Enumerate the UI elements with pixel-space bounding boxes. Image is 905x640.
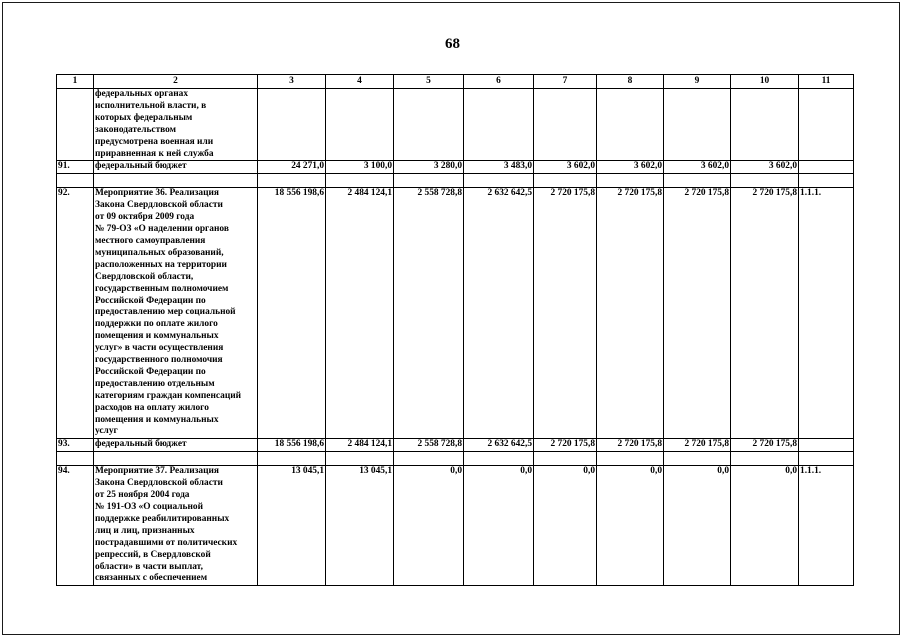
description-line: лиц и лиц, признанных — [95, 525, 195, 536]
description-line: государственного полномочия — [95, 355, 223, 366]
value-cell — [326, 89, 394, 161]
empty-cell — [799, 452, 854, 466]
description-line: связанных с обеспечением — [95, 573, 208, 584]
description-cell — [94, 89, 258, 161]
empty-cell — [464, 174, 534, 188]
empty-cell — [597, 452, 664, 466]
description-line: местного самоуправления — [95, 235, 206, 246]
description-line: муниципальных образований, — [95, 247, 224, 258]
column-header: 7 — [534, 75, 597, 89]
empty-cell — [258, 174, 326, 188]
description-line: федеральный бюджет — [95, 439, 187, 450]
value-cell: 2 484 124,1 — [326, 439, 394, 452]
value-cell: 2 720 175,8 — [534, 188, 597, 439]
value-cell: 3 602,0 — [664, 161, 731, 174]
ref-cell — [799, 89, 854, 161]
value-cell — [534, 89, 597, 161]
description-line: законодательством — [95, 124, 177, 135]
value-cell — [731, 89, 799, 161]
row-number-cell: 92. — [57, 188, 94, 439]
value-cell: 2 720 175,8 — [731, 439, 799, 452]
table-row-empty — [57, 452, 854, 466]
description-line: расходов на оплату жилого — [95, 402, 209, 413]
description-cell — [94, 439, 258, 452]
value-cell: 0,0 — [534, 466, 597, 586]
empty-cell — [799, 174, 854, 188]
description-line: Закона Свердловской области — [95, 200, 223, 211]
column-header: 1 — [57, 75, 94, 89]
row-number-cell: 93. — [57, 439, 94, 452]
empty-cell — [664, 452, 731, 466]
description-line: расположенных на территории — [95, 259, 227, 270]
description-cell — [94, 466, 258, 586]
description-line: приравненная к ней служба — [95, 148, 214, 159]
description-line: Мероприятие 36. Реализация — [95, 188, 219, 199]
description-line: области» в части выплат, — [95, 561, 203, 572]
column-header: 10 — [731, 75, 799, 89]
value-cell: 3 483,0 — [464, 161, 534, 174]
table-row — [57, 439, 854, 452]
empty-cell — [94, 452, 258, 466]
description-cell — [94, 161, 258, 174]
description-line: поддержке реабилитированных — [95, 513, 230, 524]
empty-cell — [57, 174, 94, 188]
column-header: 8 — [597, 75, 664, 89]
value-cell: 2 632 642,5 — [464, 439, 534, 452]
description-line: предоставлению мер социальной — [95, 307, 236, 318]
description-line: № 191-ОЗ «О социальной — [95, 502, 203, 512]
description-line: Российской Федерации по — [95, 295, 206, 306]
value-cell — [664, 89, 731, 161]
description-line: пострадавшими от политических — [95, 537, 238, 548]
value-cell: 24 271,0 — [258, 161, 326, 174]
empty-cell — [94, 174, 258, 188]
value-cell: 3 100,0 — [326, 161, 394, 174]
description-line: услуг — [95, 426, 118, 437]
ref-cell — [799, 439, 854, 452]
value-cell: 13 045,1 — [258, 466, 326, 586]
value-cell: 2 558 728,8 — [394, 188, 464, 439]
empty-cell — [664, 174, 731, 188]
value-cell: 2 720 175,8 — [597, 439, 664, 452]
value-cell: 3 602,0 — [534, 161, 597, 174]
value-cell — [597, 89, 664, 161]
description-line: категориям граждан компенсаций — [95, 390, 242, 401]
value-cell — [464, 89, 534, 161]
description-line: поддержки по оплате жилого — [95, 319, 218, 330]
description-line: помещения и коммунальных — [95, 414, 219, 425]
description-line: репрессий, в Свердловской — [95, 549, 211, 560]
description-line: помещения и коммунальных — [95, 331, 219, 342]
description-line: государственным полномочием — [95, 283, 229, 294]
table-row-continued — [57, 89, 854, 161]
empty-cell — [597, 174, 664, 188]
description-line: предоставлению отдельным — [95, 378, 215, 389]
budget-table — [56, 74, 854, 586]
empty-cell — [57, 452, 94, 466]
description-line: федеральных органах — [95, 89, 189, 99]
row-number-cell — [57, 89, 94, 161]
value-cell: 2 720 175,8 — [664, 439, 731, 452]
description-line: федеральный бюджет — [95, 161, 187, 172]
column-header: 4 — [326, 75, 394, 89]
value-cell: 18 556 198,6 — [258, 188, 326, 439]
value-cell: 3 602,0 — [597, 161, 664, 174]
description-line: Российской Федерации по — [95, 366, 206, 377]
empty-cell — [464, 452, 534, 466]
table-row — [57, 161, 854, 174]
value-cell — [258, 89, 326, 161]
description-line: Мероприятие 37. Реализация — [95, 466, 219, 477]
column-header: 6 — [464, 75, 534, 89]
value-cell: 3 602,0 — [731, 161, 799, 174]
description-line: Свердловской области, — [95, 271, 194, 282]
table-header-row — [57, 75, 854, 89]
ref-cell — [799, 161, 854, 174]
value-cell: 0,0 — [731, 466, 799, 586]
value-cell: 3 280,0 — [394, 161, 464, 174]
description-line: которых федеральным — [95, 112, 193, 123]
page-number: 68 — [445, 36, 460, 52]
table-row-empty — [57, 174, 854, 188]
value-cell: 0,0 — [664, 466, 731, 586]
empty-cell — [731, 452, 799, 466]
value-cell: 2 720 175,8 — [597, 188, 664, 439]
description-line: от 25 ноября 2004 года — [95, 490, 190, 501]
value-cell: 2 720 175,8 — [664, 188, 731, 439]
table-row — [57, 466, 854, 586]
description-line: предусмотрена военная или — [95, 136, 214, 147]
value-cell: 2 632 642,5 — [464, 188, 534, 439]
column-header: 2 — [94, 75, 258, 89]
row-number-cell: 94. — [57, 466, 94, 586]
ref-cell: 1.1.1. — [799, 466, 854, 586]
value-cell: 0,0 — [464, 466, 534, 586]
value-cell — [394, 89, 464, 161]
value-cell: 2 558 728,8 — [394, 439, 464, 452]
value-cell: 2 720 175,8 — [731, 188, 799, 439]
column-header: 5 — [394, 75, 464, 89]
description-line: исполнительной власти, в — [95, 100, 207, 111]
description-line: от 09 октября 2009 года — [95, 212, 195, 223]
description-line: № 79-ОЗ «О наделении органов — [95, 224, 229, 235]
value-cell: 0,0 — [394, 466, 464, 586]
column-header: 11 — [799, 75, 854, 89]
value-cell: 2 720 175,8 — [534, 439, 597, 452]
column-header: 3 — [258, 75, 326, 89]
empty-cell — [258, 452, 326, 466]
value-cell: 18 556 198,6 — [258, 439, 326, 452]
table-row — [57, 188, 854, 439]
empty-cell — [326, 174, 394, 188]
value-cell: 2 484 124,1 — [326, 188, 394, 439]
row-number-cell: 91. — [57, 161, 94, 174]
description-cell — [94, 188, 258, 439]
empty-cell — [534, 174, 597, 188]
empty-cell — [326, 452, 394, 466]
empty-cell — [394, 174, 464, 188]
value-cell: 0,0 — [597, 466, 664, 586]
empty-cell — [534, 452, 597, 466]
empty-cell — [394, 452, 464, 466]
ref-cell: 1.1.1. — [799, 188, 854, 439]
description-line: услуг» в части осуществления — [95, 343, 224, 354]
column-header: 9 — [664, 75, 731, 89]
description-line: Закона Свердловской области — [95, 478, 223, 489]
empty-cell — [731, 174, 799, 188]
value-cell: 13 045,1 — [326, 466, 394, 586]
